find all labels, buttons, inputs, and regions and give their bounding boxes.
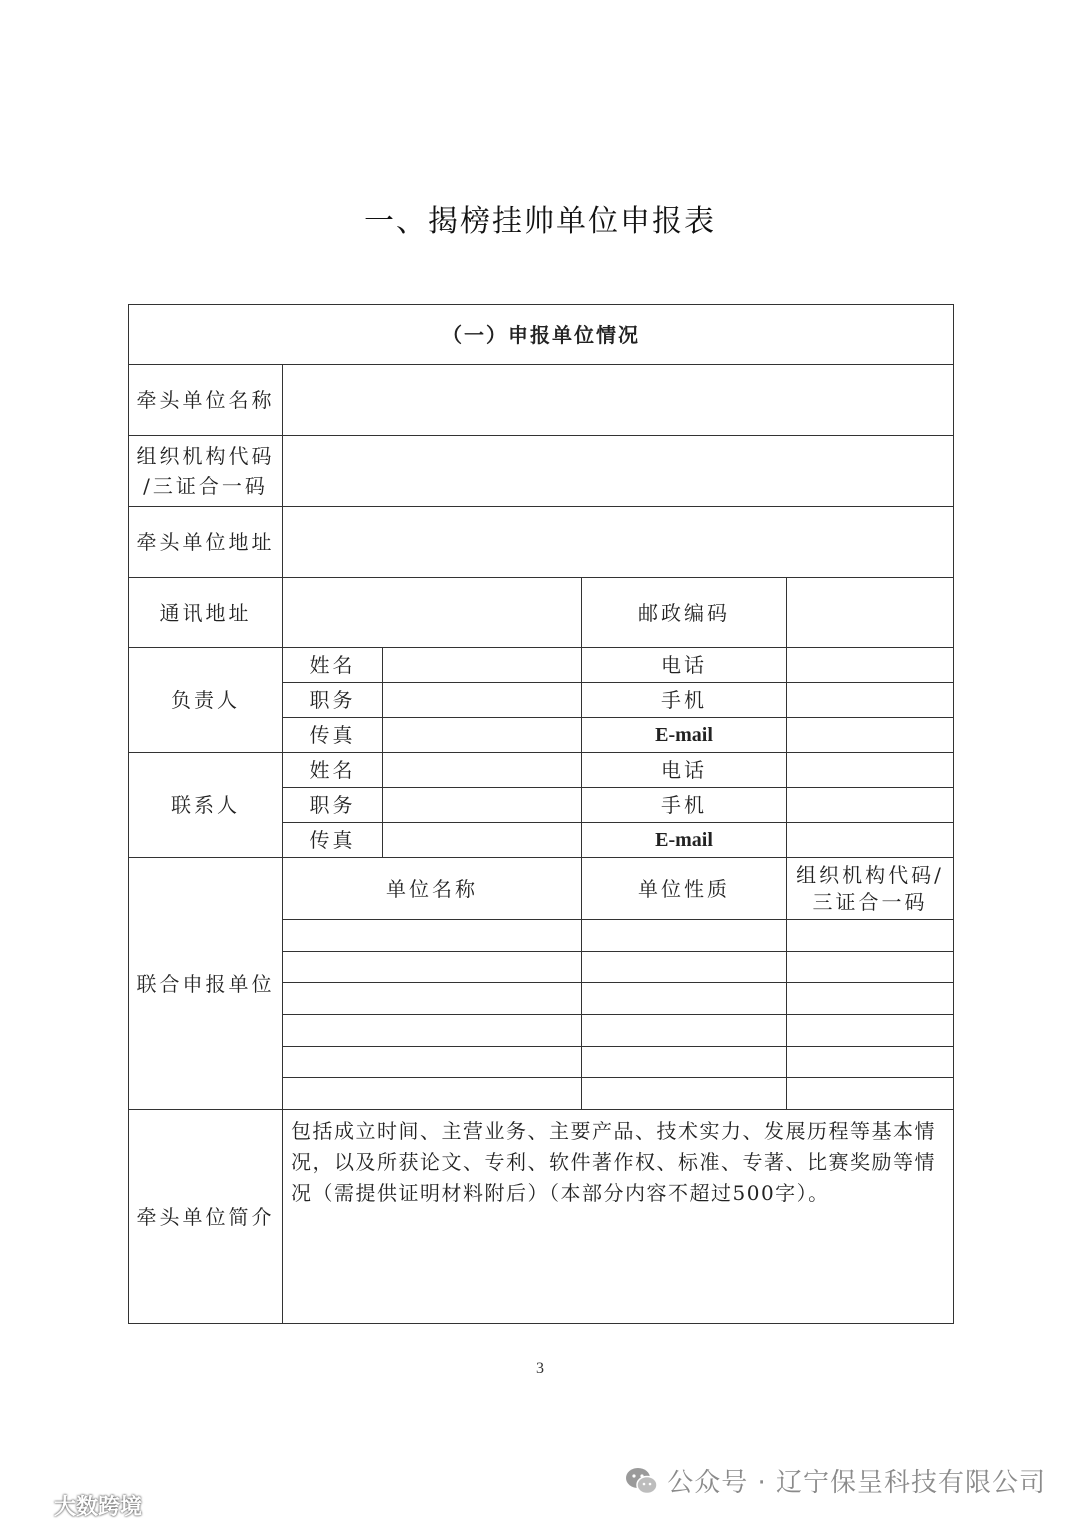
joint-unit-org-code-field[interactable] (787, 920, 954, 952)
joint-unit-nature-field[interactable] (582, 1047, 787, 1078)
page-title: 一、揭榜挂帅单位申报表 (364, 204, 716, 239)
contact-phone-label: 电话 (582, 753, 787, 788)
principal-name-label: 姓名 (283, 648, 383, 683)
principal-label: 负责人 (129, 648, 283, 753)
contact-phone-field[interactable] (787, 753, 954, 788)
page-number: 3 (536, 1360, 544, 1377)
contact-fax-label: 传真 (283, 823, 383, 858)
wechat-icon (625, 1466, 659, 1496)
joint-unit-nature-field[interactable] (582, 983, 787, 1015)
joint-unit-name-field[interactable] (283, 952, 582, 983)
contact-mobile-field[interactable] (787, 788, 954, 823)
lead-unit-name-field[interactable] (283, 365, 954, 436)
contact-mobile-label: 手机 (582, 788, 787, 823)
intro-label: 牵头单位简介 (129, 1110, 283, 1324)
contact-fax-field[interactable] (383, 823, 582, 858)
contact-label: 联系人 (129, 753, 283, 858)
principal-mobile-field[interactable] (787, 683, 954, 718)
org-code-label (129, 436, 283, 507)
joint-unit-nature-field[interactable] (582, 1015, 787, 1047)
principal-phone-label: 电话 (582, 648, 787, 683)
principal-position-field[interactable] (383, 683, 582, 718)
joint-unit-nature-field[interactable] (582, 920, 787, 952)
wechat-watermark (625, 1462, 1046, 1499)
joint-units-col-org-code-line1: 组织机构代码/ (796, 862, 944, 887)
joint-unit-org-code-field[interactable] (787, 1078, 954, 1110)
org-code-label-line1: 组织机构代码 (136, 444, 275, 468)
joint-units-col-unit-nature: 单位性质 (582, 858, 787, 920)
principal-name-field[interactable] (383, 648, 582, 683)
section-title: （一）申报单位情况 (129, 305, 954, 365)
lead-unit-address-label: 牵头单位地址 (129, 507, 283, 578)
postal-code-label: 邮政编码 (582, 578, 787, 648)
joint-unit-name-field[interactable] (283, 1047, 582, 1078)
joint-unit-name-field[interactable] (283, 1015, 582, 1047)
mailing-address-field[interactable] (283, 578, 582, 648)
wechat-account-text: 公众号 · 辽宁保呈科技有限公司 (667, 1468, 1046, 1498)
weibo-account-text: 大数跨境 (54, 1495, 143, 1520)
joint-units-col-org-code-line2: 三证合一码 (812, 889, 928, 914)
contact-position-label: 职务 (283, 788, 383, 823)
application-form-table (128, 304, 954, 1324)
weibo-icon (6, 1493, 50, 1519)
org-code-field[interactable] (283, 436, 954, 507)
joint-unit-org-code-field[interactable] (787, 1015, 954, 1047)
principal-phone-field[interactable] (787, 648, 954, 683)
principal-fax-label: 传真 (283, 718, 383, 753)
joint-unit-org-code-field[interactable] (787, 952, 954, 983)
joint-unit-org-code-field[interactable] (787, 983, 954, 1015)
joint-units-col-unit-name: 单位名称 (283, 858, 582, 920)
principal-email-field[interactable] (787, 718, 954, 753)
principal-fax-field[interactable] (383, 718, 582, 753)
contact-email-label: E-mail (582, 823, 787, 858)
joint-unit-org-code-field[interactable] (787, 1047, 954, 1078)
joint-unit-name-field[interactable] (283, 920, 582, 952)
joint-units-col-org-code (787, 858, 954, 920)
lead-unit-address-field[interactable] (283, 507, 954, 578)
contact-position-field[interactable] (383, 788, 582, 823)
joint-unit-name-field[interactable] (283, 983, 582, 1015)
intro-field[interactable]: 包括成立时间、主营业务、主要产品、技术实力、发展历程等基本情况，以及所获论文、专利、软件著作权、标准、专著、比赛奖励等情况（需提供证明材料附后）（本部分内容不超过500字）。 (283, 1110, 954, 1324)
joint-units-label: 联合申报单位 (129, 858, 283, 1110)
contact-name-label: 姓名 (283, 753, 383, 788)
joint-unit-nature-field[interactable] (582, 1078, 787, 1110)
principal-mobile-label: 手机 (582, 683, 787, 718)
contact-email-field[interactable] (787, 823, 954, 858)
principal-position-label: 职务 (283, 683, 383, 718)
mailing-address-label: 通讯地址 (129, 578, 283, 648)
lead-unit-name-label: 牵头单位名称 (129, 365, 283, 436)
joint-unit-nature-field[interactable] (582, 952, 787, 983)
weibo-watermark (6, 1490, 142, 1521)
org-code-label-line2: /三证合一码 (143, 474, 268, 498)
contact-name-field[interactable] (383, 753, 582, 788)
joint-unit-name-field[interactable] (283, 1078, 582, 1110)
principal-email-label: E-mail (582, 718, 787, 753)
postal-code-field[interactable] (787, 578, 954, 648)
